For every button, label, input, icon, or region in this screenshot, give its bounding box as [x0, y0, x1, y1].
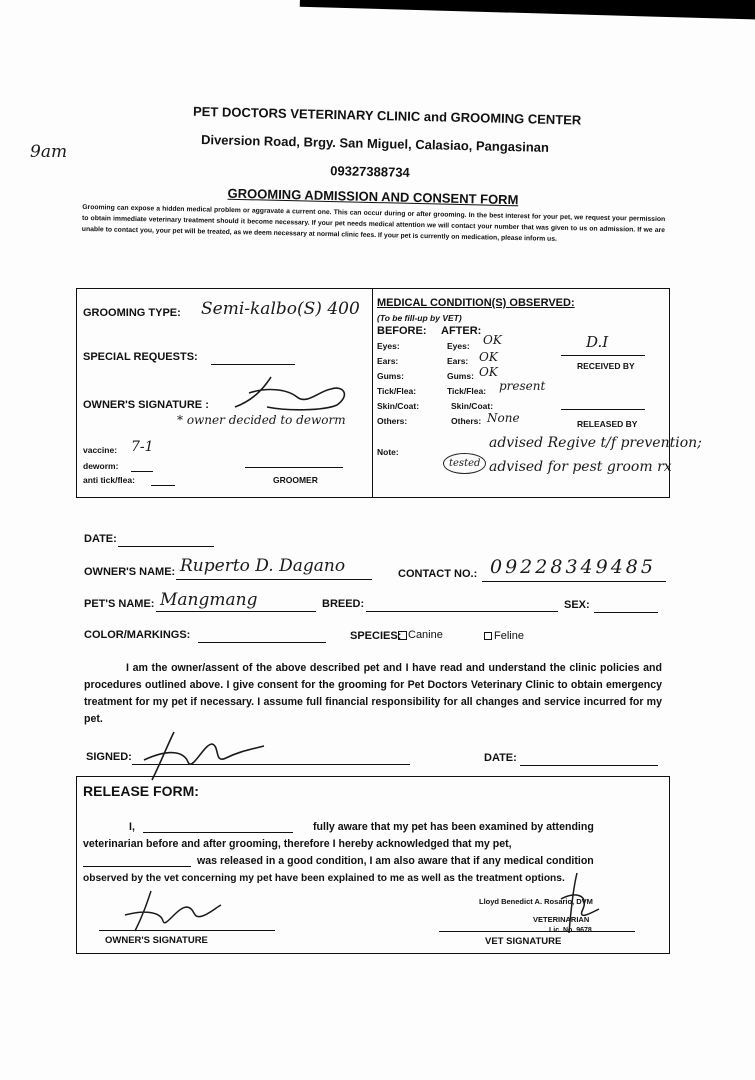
after-eyes-value: OK — [483, 333, 502, 347]
before-tick-flea: Tick/Flea: — [377, 386, 417, 396]
grooming-box — [76, 288, 373, 498]
margin-note: 9am — [30, 142, 68, 162]
vet-stamp-name: Lloyd Benedict A. Rosario, DVM — [479, 897, 593, 906]
groomer-label: GROOMER — [273, 475, 318, 485]
note-label: Note: — [377, 447, 399, 457]
release-owner-signature-mark — [117, 885, 227, 935]
pet-name-label: PET'S NAME: — [84, 598, 155, 610]
date-line — [118, 546, 214, 547]
owner-name-value: Ruperto D. Dagano — [180, 556, 346, 576]
species-canine-checkbox[interactable] — [398, 631, 407, 640]
species-label: SPECIES: — [350, 630, 402, 642]
release-line-2: veterinarian before and after grooming, therefore I hereby acknowledged that my pet, — [83, 838, 512, 850]
deworm-line — [131, 471, 153, 472]
after-skin-coat: Skin/Coat: — [451, 401, 494, 411]
release-box — [76, 776, 670, 954]
owner-signature-mark — [227, 371, 357, 415]
vet-sig-label: VET SIGNATURE — [485, 936, 562, 947]
species-canine-label: Canine — [408, 629, 443, 641]
after-others: Others: — [451, 416, 482, 426]
owner-name-line — [176, 579, 372, 580]
owner-signature-label: OWNER'S SIGNATURE : — [83, 399, 209, 411]
breed-label: BREED: — [322, 598, 365, 610]
grooming-type-value: Semi-kalbo(S) 400 — [201, 299, 360, 319]
special-requests-label: SPECIAL REQUESTS: — [83, 351, 198, 363]
before-skin-coat: Skin/Coat: — [377, 401, 420, 411]
release-owner-sig-label: OWNER'S SIGNATURE — [105, 935, 208, 946]
medical-box — [371, 288, 702, 498]
release-title: RELEASE FORM: — [83, 783, 199, 799]
species-feline-label: Feline — [494, 630, 524, 642]
release-owner-sig-line — [99, 930, 275, 931]
after-ears: Ears: — [447, 356, 469, 366]
after-gums-value: OK — [479, 365, 498, 379]
pet-name-value: Mangmang — [160, 590, 258, 610]
after-tick-flea: Tick/Flea: — [447, 386, 487, 396]
release-line-1: fully aware that my pet has been examined by attending — [313, 821, 594, 833]
groomer-line — [245, 467, 343, 468]
after-others-value: None — [487, 411, 520, 425]
received-line — [561, 355, 645, 356]
vet-signature-mark — [547, 869, 607, 939]
release-name-line — [143, 832, 293, 833]
color-markings-line — [198, 642, 326, 643]
signed-date-label: DATE: — [484, 752, 517, 764]
special-requests-line — [211, 364, 295, 365]
species-feline-checkbox[interactable] — [484, 632, 492, 640]
deworm-label: deworm: — [83, 461, 119, 471]
form-title: GROOMING ADMISSION AND CONSENT FORM — [227, 185, 519, 208]
after-gums: Gums: — [447, 371, 474, 381]
vaccine-label: vaccine: — [83, 445, 118, 455]
clinic-name: PET DOCTORS VETERINARY CLINIC and GROOMING CENTER — [192, 103, 582, 128]
medical-subtitle: (To be fill-up by VET) — [377, 313, 462, 323]
grooming-type-label: GROOMING TYPE: — [83, 307, 181, 319]
signed-label: SIGNED: — [86, 751, 132, 763]
release-i-label: I, — [129, 821, 135, 833]
contact-label: CONTACT NO.: — [398, 568, 478, 580]
before-gums: Gums: — [377, 371, 404, 381]
before-label: BEFORE: — [377, 325, 427, 337]
before-eyes: Eyes: — [377, 341, 400, 351]
release-pet-line — [83, 866, 191, 867]
release-line-4: observed by the vet concerning my pet have been explained to me as well as the treatment options. — [83, 873, 565, 884]
signed-signature-mark — [130, 724, 280, 784]
owner-note: * owner decided to deworm — [177, 413, 346, 427]
after-eyes: Eyes: — [447, 341, 470, 351]
owner-name-label: OWNER'S NAME: — [84, 566, 176, 578]
released-label: RELEASED BY — [577, 419, 638, 429]
clinic-phone: 09327388734 — [330, 163, 410, 180]
color-markings-label: COLOR/MARKINGS: — [84, 629, 191, 641]
sex-label: SEX: — [564, 599, 590, 611]
sex-line — [594, 612, 658, 613]
pet-name-line — [156, 611, 316, 612]
after-ears-value: OK — [479, 350, 498, 364]
medical-title: MEDICAL CONDITION(S) OBSERVED: — [377, 297, 575, 309]
anti-tick-line — [151, 485, 175, 486]
consent-paragraph: I am the owner/assent of the above described pet and I have read and understand the clinic policies and procedures outlined above. I give consent for the grooming for Pet Doctors Veterinary Clinic to obtain emergency treatment for my pet if necessary. I assume full financial responsibility for all changes and service incurred for my pet. — [84, 662, 662, 725]
received-initials: D.I — [586, 333, 609, 351]
after-label: AFTER: — [441, 325, 482, 337]
contact-line — [482, 581, 666, 582]
note-line-1: advised Regive t/f prevention; — [489, 435, 702, 451]
vet-sig-line — [439, 931, 635, 932]
signed-date-line — [520, 765, 658, 766]
vaccine-value: 7-1 — [131, 439, 154, 455]
note-circled: tested — [443, 453, 486, 474]
date-label: DATE: — [84, 533, 117, 545]
vet-stamp-license: Lic. No. 9678 — [549, 927, 592, 934]
clinic-address: Diversion Road, Brgy. San Miguel, Calasiao, Pangasinan — [200, 132, 550, 155]
before-ears: Ears: — [377, 356, 399, 366]
release-line-3: was released in a good condition, I am also aware that if any medical condition — [197, 855, 594, 867]
anti-tick-label: anti tick/flea: — [83, 475, 135, 485]
received-label: RECEIVED BY — [577, 361, 635, 371]
released-line — [561, 409, 645, 410]
breed-line — [366, 611, 558, 612]
contact-value: 09228349485 — [490, 556, 656, 578]
intro-paragraph: Grooming can expose a hidden medical problem or aggravate a current one. This can occur during or after grooming. In the best interest for your pet, we request your permission to obtain immediate veterinary treatment should it become necessary. If your pet needs medical attention we will contact your number that was given to us on admission. If we are unable to contact you, your pet will be treated, as we deem necessary at normal clinic fees. If your pet is currently on medication, please inform us. — [81, 203, 666, 243]
scan-edge-shadow — [300, 0, 755, 21]
before-others: Others: — [377, 416, 408, 426]
after-tick-flea-value: present — [499, 379, 546, 393]
vet-stamp-title: VETERINARIAN — [533, 915, 590, 924]
note-line-2: advised for pest groom rx — [489, 459, 672, 475]
